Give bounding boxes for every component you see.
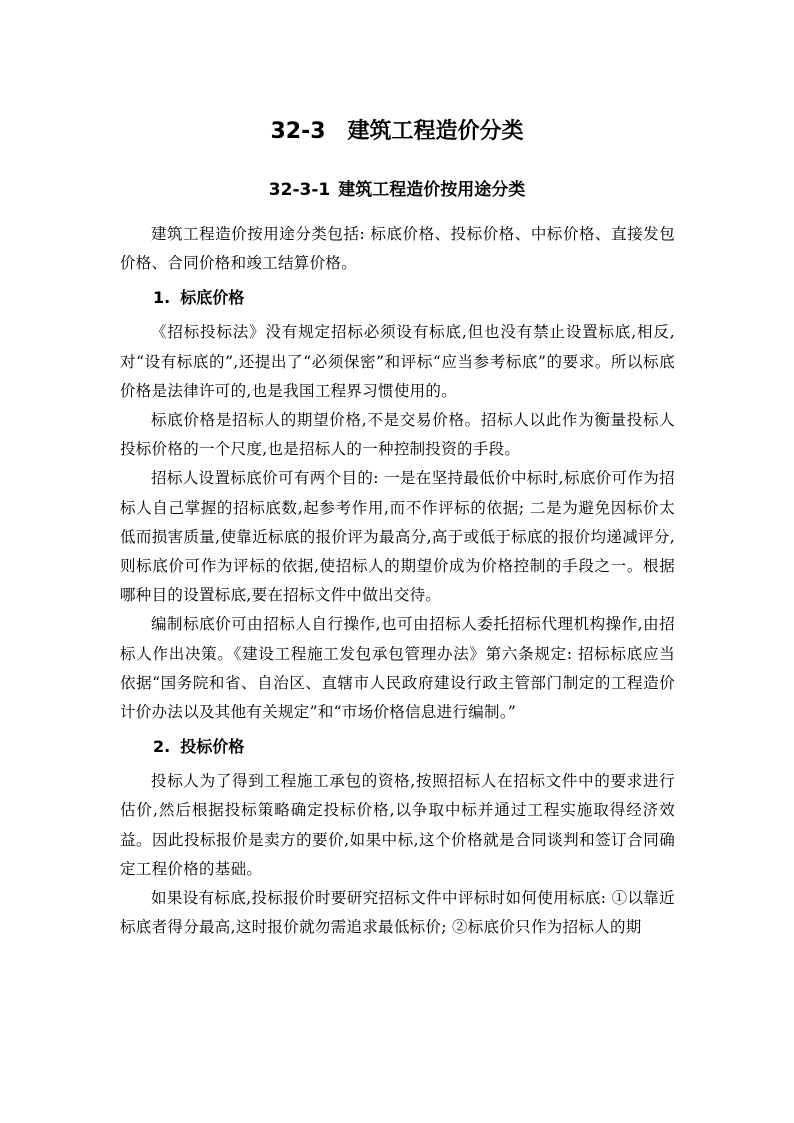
paragraph: 《招标投标法》没有规定招标必须设有标底,但也没有禁止设置标底,相反,对“设有标底的”,还提出了“必须保密”和评标“应当参考标底”的要求。所以标底价格是法律许可的,也是我国工程界习惯使用的。 <box>120 323 675 400</box>
document-body <box>120 220 675 942</box>
document-title <box>0 116 794 148</box>
section-heading-bid-floor <box>120 283 675 313</box>
title-number: 32-3 <box>270 119 326 144</box>
title-text: 建筑工程造价分类 <box>347 119 524 144</box>
intro-paragraph: 建筑工程造价按用途分类包括: 标底价格、投标价格、中标价格、直接发包价格、合同价格和竣工结算价格。 <box>120 225 675 273</box>
section-subtitle <box>0 176 794 204</box>
section-heading-text: 投标价格 <box>180 737 245 757</box>
paragraph: 投标人为了得到工程施工承包的资格,按照招标人在招标文件中的要求进行估价,然后根据投标策略确定投标价格,以争取中标并通过工程实施取得经济效益。因此投标报价是卖方的要价,如果中标,这个价格就是合同谈判和签订合同确定工程价格的基础。 <box>120 772 675 878</box>
paragraph: 标底价格是招标人的期望价格,不是交易价格。招标人以此作为衡量投标人投标价格的一个尺度,也是招标人的一种控制投资的手段。 <box>120 411 675 459</box>
section-number: 1. <box>153 288 171 308</box>
subtitle-number: 32-3-1 <box>268 180 331 200</box>
paragraph: 编制标底价可由招标人自行操作,也可由招标人委托招标代理机构操作,由招标人作出决策。《建设工程施工发包承包管理办法》第六条规定: 招标标底应当依据“国务院和省、自治区、直辖市人民政府建设行政主管部门制定的工程造价计价办法以及其他有关规定”和“市场价格信息进行编制。” <box>120 615 675 722</box>
paragraph: 如果设有标底,投标报价时要研究招标文件中评标时如何使用标底: ①以靠近标底者得分最高,这时报价就勿需追求最低标价; ②标底价只作为招标人的期 <box>120 889 675 937</box>
section-heading-bid-price <box>120 732 675 762</box>
section-heading-text: 标底价格 <box>180 288 245 308</box>
subtitle-text: 建筑工程造价按用途分类 <box>338 180 526 200</box>
paragraph: 招标人设置标底价可有两个目的: 一是在坚持最低价中标时,标底价可作为招标人自己掌握的招标底数,起参考作用,而不作评标的依据; 二是为避免因标价太低而损害质量,使靠近标底的报价评为最高分,高于或低于标底的报价均递减评分,则标底价可作为评标的依据,使招标人的期望价成为价格控制的手段之一。根据哪种目的设置标底,要在招标文件中做出交待。 <box>120 469 675 605</box>
section-number: 2. <box>153 737 171 757</box>
